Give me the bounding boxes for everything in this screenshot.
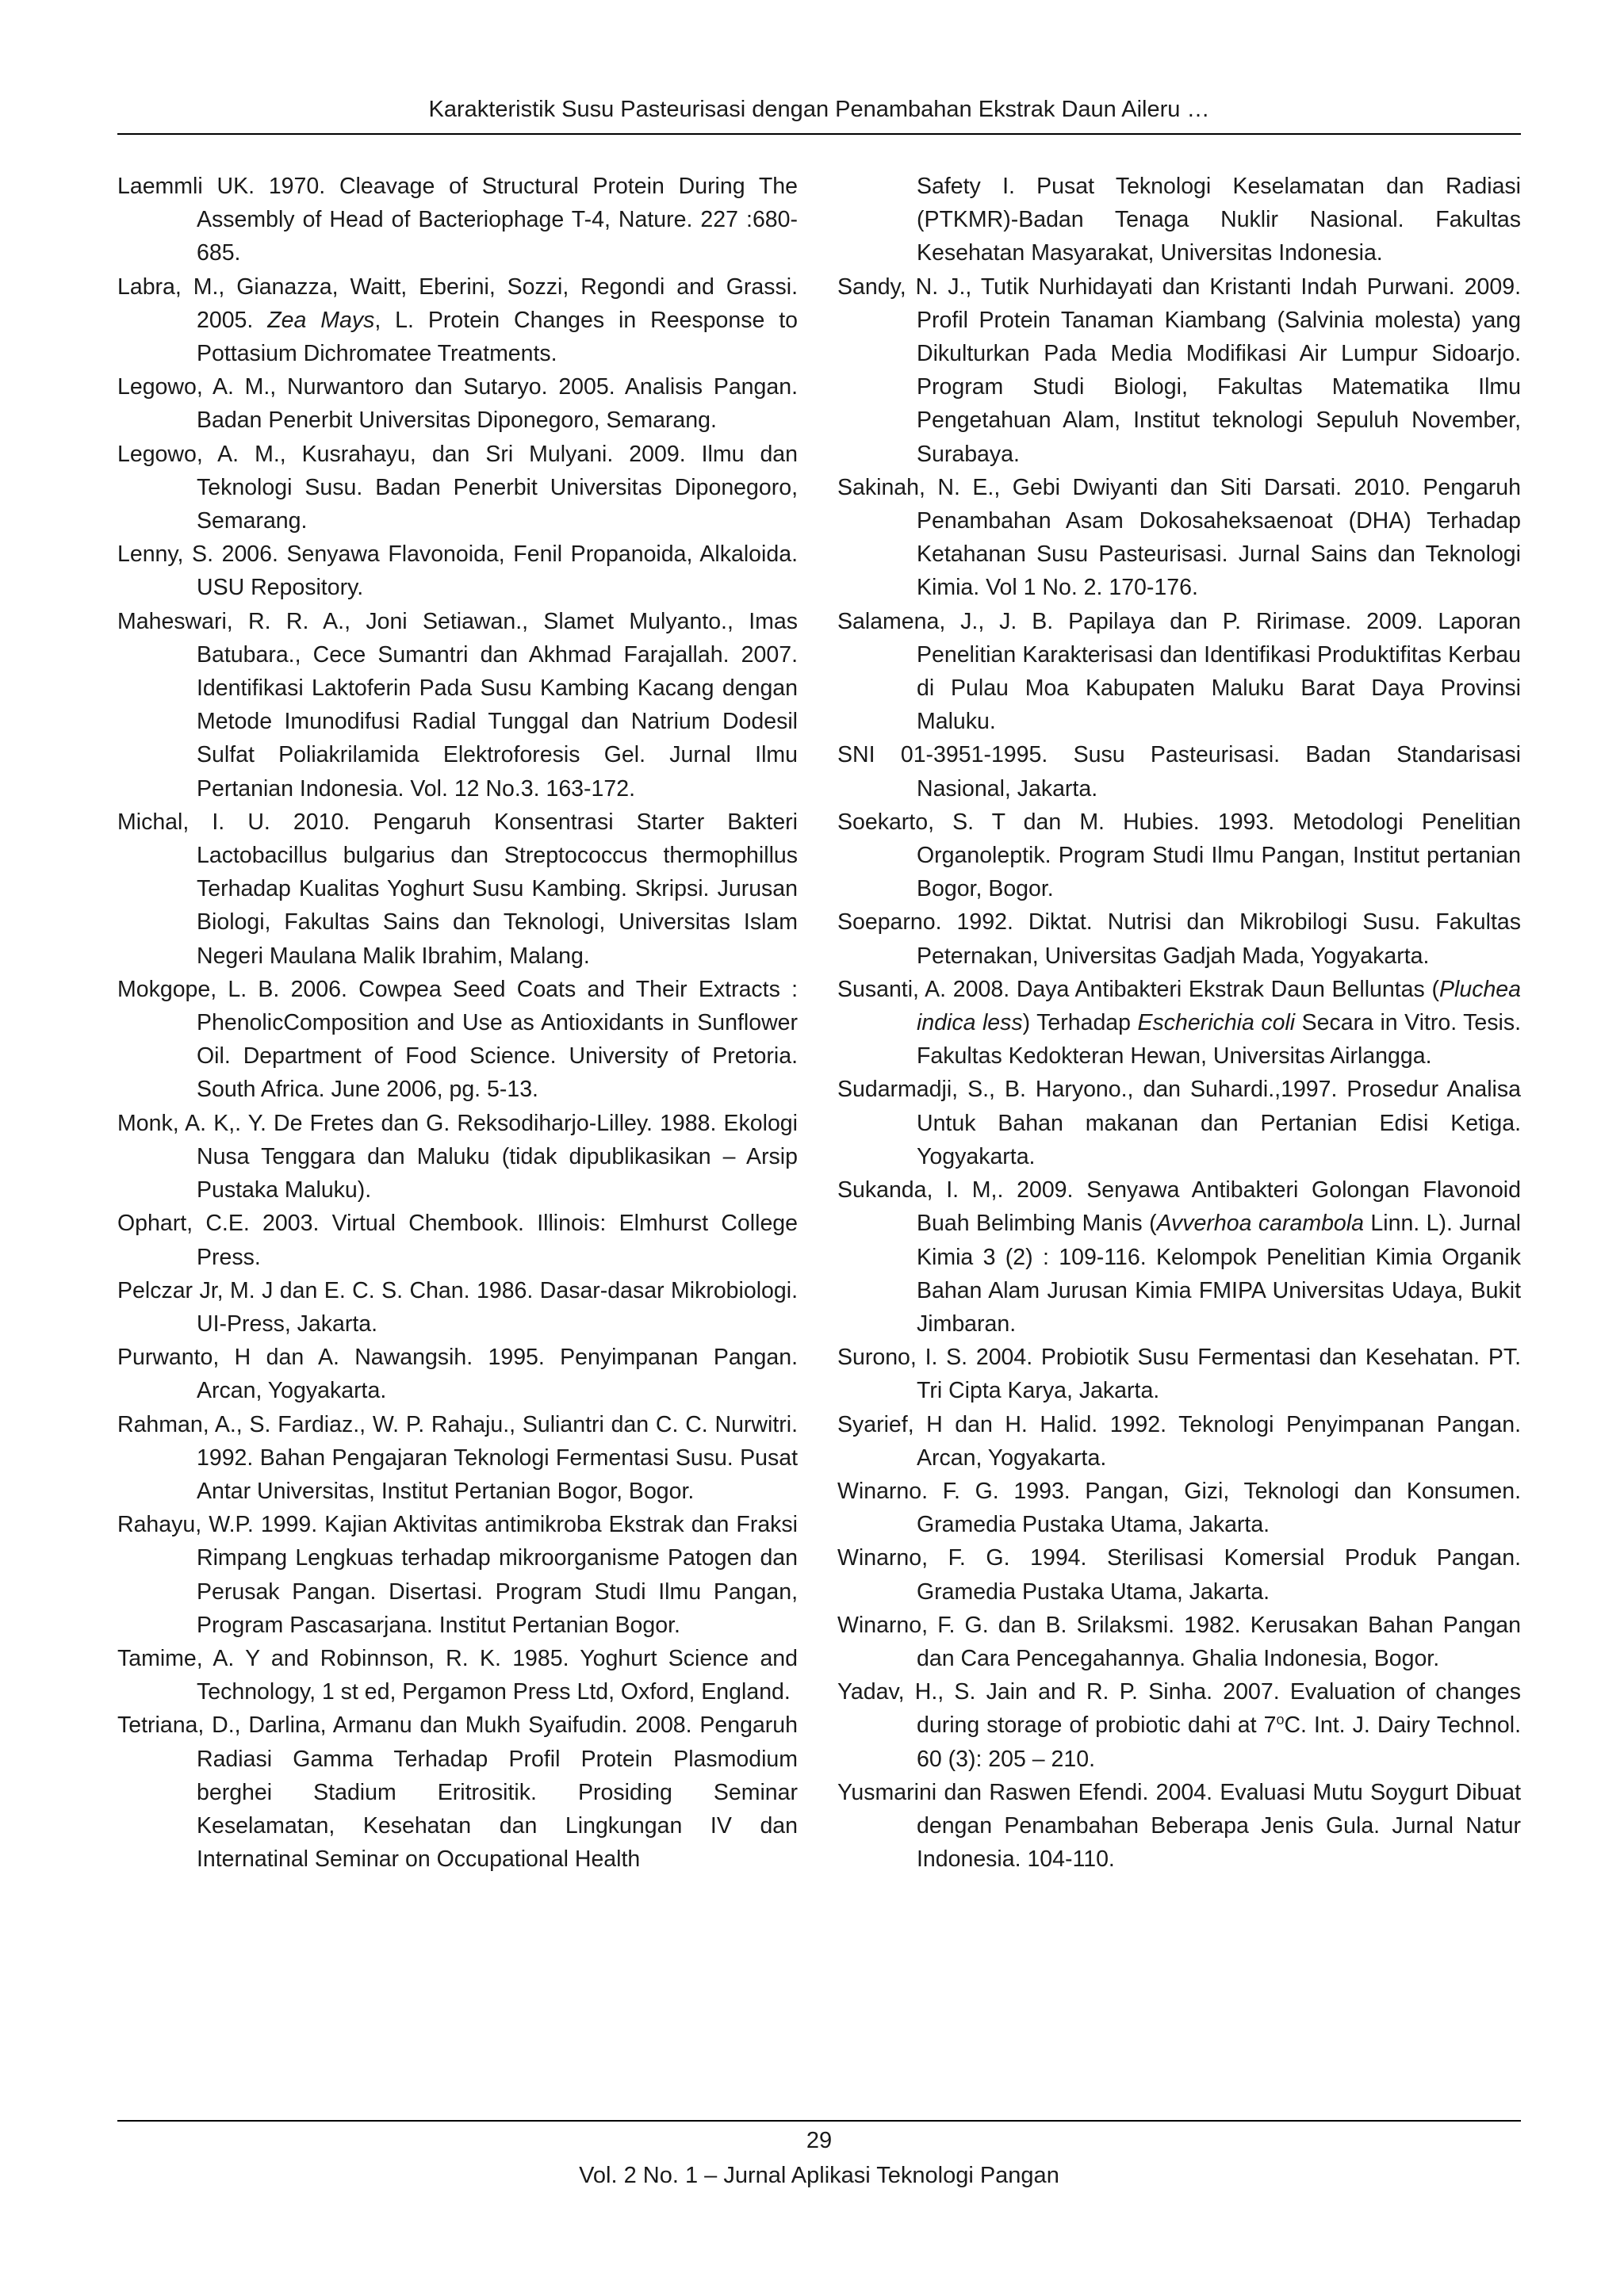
reference-entry: Rahman, A., S. Fardiaz., W. P. Rahaju., Suliantri dan C. C. Nurwitri. 1992. Bahan Pengajaran Teknologi Fermentasi Susu. Pusat Antar Universitas, Institut Pertanian Bogor, Bogor.	[117, 1411, 798, 1504]
reference-entry: Mokgope, L. B. 2006. Cowpea Seed Coats and Their Extracts : PhenolicComposition and Use as Antioxidants in Sunflower Oil. Department of Food Science. University of Pretoria. South Africa. June 2006, pg. 5-13.	[117, 976, 798, 1103]
references-column-right	[837, 170, 1521, 1876]
reference-entry: Surono, I. S. 2004. Probiotik Susu Fermentasi dan Kesehatan. PT. Tri Cipta Karya, Jakarta.	[837, 1345, 1521, 1404]
reference-entry: Yadav, H., S. Jain and R. P. Sinha. 2007. Evaluation of changes during storage of probiotic dahi at 7$^o$C. Int. J. Dairy Technol. 60 (3): 205 – 210.	[837, 1679, 1521, 1772]
running-title: Karakteristik Susu Pasteurisasi dengan Penambahan Ekstrak Daun Aileru …	[428, 97, 1210, 122]
reference-entry: Legowo, A. M., Nurwantoro dan Sutaryo. 2005. Analisis Pangan. Badan Penerbit Universitas Diponegoro, Semarang.	[117, 374, 798, 434]
reference-entry: Monk, A. K,. Y. De Fretes dan G. Reksodiharjo-Lilley. 1988. Ekologi Nusa Tenggara dan Maluku (tidak dipublikasikan – Arsip Pustaka Maluku).	[117, 1110, 798, 1203]
references-column-left	[117, 170, 798, 1876]
reference-entry: Syarief, H dan H. Halid. 1992. Teknologi Penyimpanan Pangan. Arcan, Yogyakarta.	[837, 1411, 1521, 1471]
reference-entry: Laemmli UK. 1970. Cleavage of Structural Protein During The Assembly of Head of Bacteriophage T-4, Nature. 227 :680-685.	[117, 174, 798, 266]
reference-entry: Sakinah, N. E., Gebi Dwiyanti dan Siti Darsati. 2010. Pengaruh Penambahan Asam Dokosaheksaenoat (DHA) Terhadap Ketahanan Susu Pasteurisasi. Jurnal Sains dan Teknologi Kimia. Vol 1 No. 2. 170-176.	[837, 474, 1521, 601]
reference-entry: Lenny, S. 2006. Senyawa Flavonoida, Fenil Propanoida, Alkaloida. USU Repository.	[117, 541, 798, 601]
footer-rule	[117, 2120, 1521, 2122]
reference-entry: Sukanda, I. M,. 2009. Senyawa Antibakteri Golongan Flavonoid Buah Belimbing Manis (Avverhoa carambola Linn. L). Jurnal Kimia 3 (2) : 109-116. Kelompok Penelitian Kimia Organik Bahan Alam Jurusan Kimia FMIPA Universitas Udaya, Bukit Jimbaran.	[837, 1177, 1521, 1337]
reference-entry: Legowo, A. M., Kusrahayu, dan Sri Mulyani. 2009. Ilmu dan Teknologi Susu. Badan Penerbit Universitas Diponegoro, Semarang.	[117, 441, 798, 534]
reference-entry: Tetriana, D., Darlina, Armanu dan Mukh Syaifudin. 2008. Pengaruh Radiasi Gamma Terhadap Profil Protein Plasmodium berghei Stadium Eritrositik. Prosiding Seminar Keselamatan, Kesehatan dan Lingkungan IV dan Internatinal Seminar on Occupational Health	[117, 1712, 798, 1873]
page-number: 29	[806, 2128, 833, 2153]
reference-entry: Winarno. F. G. 1993. Pangan, Gizi, Teknologi dan Konsumen. Gramedia Pustaka Utama, Jakarta.	[837, 1478, 1521, 1538]
reference-entry: Winarno, F. G. 1994. Sterilisasi Komersial Produk Pangan. Gramedia Pustaka Utama, Jakarta.	[837, 1545, 1521, 1605]
reference-entry: Labra, M., Gianazza, Waitt, Eberini, Sozzi, Regondi and Grassi. 2005. Zea Mays, L. Protein Changes in Reesponse to Pottasium Dichromatee Treatments.	[117, 274, 798, 367]
reference-entry: Purwanto, H dan A. Nawangsih. 1995. Penyimpanan Pangan. Arcan, Yogyakarta.	[117, 1345, 798, 1404]
journal-citation: Vol. 2 No. 1 – Jurnal Aplikasi Teknologi Pangan	[579, 2163, 1059, 2188]
reference-entry: Tamime, A. Y and Robinnson, R. K. 1985. Yoghurt Science and Technology, 1 st ed, Pergamon Press Ltd, Oxford, England.	[117, 1645, 798, 1705]
reference-entry: Yusmarini dan Raswen Efendi. 2004. Evaluasi Mutu Soygurt Dibuat dengan Penambahan Beberapa Jenis Gula. Jurnal Natur Indonesia. 104-110.	[837, 1779, 1521, 1873]
reference-entry: Pelczar Jr, M. J dan E. C. S. Chan. 1986. Dasar-dasar Mikrobiologi. UI-Press, Jakarta.	[117, 1277, 798, 1337]
reference-entry: Soeparno. 1992. Diktat. Nutrisi dan Mikrobilogi Susu. Fakultas Peternakan, Universitas Gadjah Mada, Yogyakarta.	[837, 909, 1521, 969]
reference-entry: Maheswari, R. R. A., Joni Setiawan., Slamet Mulyanto., Imas Batubara., Cece Sumantri dan Akhmad Farajallah. 2007. Identifikasi Laktoferin Pada Susu Kambing Kacang dengan Metode Imunodifusi Radial Tunggal dan Natrium Dodesil Sulfat Poliakrilamida Elektroforesis Gel. Jurnal Ilmu Pertanian Indonesia. Vol. 12 No.3. 163-172.	[117, 608, 798, 802]
reference-entry: Soekarto, S. T dan M. Hubies. 1993. Metodologi Penelitian Organoleptik. Program Studi Ilmu Pangan, Institut pertanian Bogor, Bogor.	[837, 809, 1521, 902]
reference-entry: Sudarmadji, S., B. Haryono., dan Suhardi.,1997. Prosedur Analisa Untuk Bahan makanan dan Pertanian Edisi Ketiga. Yogyakarta.	[837, 1077, 1521, 1169]
reference-entry: SNI 01-3951-1995. Susu Pasteurisasi. Badan Standarisasi Nasional, Jakarta.	[837, 742, 1521, 802]
reference-entry: Rahayu, W.P. 1999. Kajian Aktivitas antimikroba Ekstrak dan Fraksi Rimpang Lengkuas terhadap mikroorganisme Patogen dan Perusak Pangan. Disertasi. Program Studi Ilmu Pangan, Program Pascasarjana. Institut Pertanian Bogor.	[117, 1512, 798, 1638]
reference-entry: Michal, I. U. 2010. Pengaruh Konsentrasi Starter Bakteri Lactobacillus bulgarius dan Streptococcus thermophillus Terhadap Kualitas Yoghurt Susu Kambing. Skripsi. Jurusan Biologi, Fakultas Sains dan Teknologi, Universitas Islam Negeri Maulana Malik Ibrahim, Malang.	[117, 809, 798, 969]
header-rule	[117, 133, 1521, 135]
reference-continuation: Safety I. Pusat Teknologi Keselamatan dan Radiasi (PTKMR)-Badan Tenaga Nuklir Nasional. Fakultas Kesehatan Masyarakat, Universitas Indonesia.	[917, 174, 1521, 266]
reference-entry: Salamena, J., J. B. Papilaya dan P. Ririmase. 2009. Laporan Penelitian Karakterisasi dan Identifikasi Produktifitas Kerbau di Pulau Moa Kabupaten Maluku Barat Daya Provinsi Maluku.	[837, 608, 1521, 735]
reference-entry: Winarno, F. G. dan B. Srilaksmi. 1982. Kerusakan Bahan Pangan dan Cara Pencegahannya. Ghalia Indonesia, Bogor.	[837, 1612, 1521, 1671]
reference-entry: Sandy, N. J., Tutik Nurhidayati dan Kristanti Indah Purwani. 2009. Profil Protein Tanaman Kiambang (Salvinia molesta) yang Dikulturkan Pada Media Modifikasi Air Lumpur Sidoarjo. Program Studi Biologi, Fakultas Matematika Ilmu Pengetahuan Alam, Institut teknologi Sepuluh November, Surabaya.	[837, 274, 1521, 467]
reference-entry: Ophart, C.E. 2003. Virtual Chembook. Illinois: Elmhurst College Press.	[117, 1211, 798, 1270]
reference-entry: Susanti, A. 2008. Daya Antibakteri Ekstrak Daun Belluntas (Pluchea indica less) Terhadap Escherichia coli Secara in Vitro. Tesis. Fakultas Kedokteran Hewan, Universitas Airlangga.	[837, 976, 1522, 1070]
